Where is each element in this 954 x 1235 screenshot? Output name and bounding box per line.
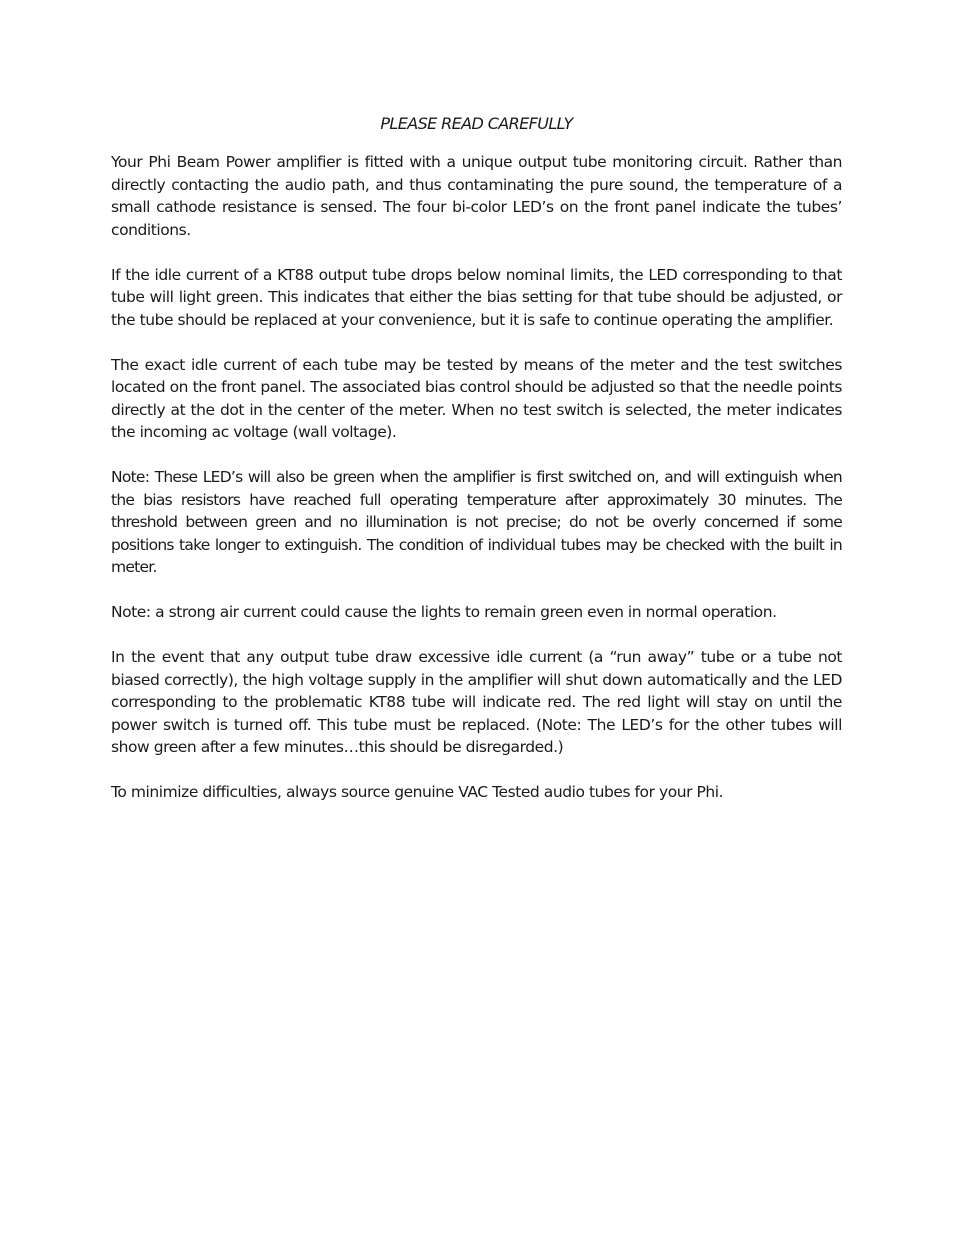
paragraph-idle-current-green: If the idle current of a KT88 output tube drops below nominal limits, the LED corresponding to that tube will light green. This indicates that either the bias setting for that tube should be adjusted, or the tube should be replaced at your convenience, but it is safe to continue operating the amplifier. [111,265,842,329]
paragraph-note-warmup: Note: These LED’s will also be green when the amplifier is first switched on, and will extinguish when the bias resistors have reached full operating temperature after approximately 30 minutes. The threshold between green and no illumination is not precise; do not be overly concerned if some positions take longer to extinguish. The condition of individual tubes may be checked with the built in meter. [111,468,842,576]
paragraph-recommendation: To minimize difficulties, always source genuine VAC Tested audio tubes for your Phi. [111,783,724,801]
paragraph-note-air-current: Note: a strong air current could cause the lights to remain green even in normal operation. [111,603,777,621]
paragraph-meter-test: The exact idle current of each tube may be tested by means of the meter and the test switches located on the front panel. The associated bias control should be adjusted so that the needle points directly at the dot in the center of the meter. When no test switch is selected, the meter indicates the incoming ac voltage (wall voltage). [111,355,842,441]
paragraph-monitoring-circuit: Your Phi Beam Power amplifier is fitted with a unique output tube monitoring circuit. Rather than directly contacting the audio path, and thus contaminating the pure sound, the temperature of a small cathode resistance is sensed. The four bi-color LED’s on the front panel indicate the tubes’ conditions. [111,153,842,239]
paragraph-runaway-tube: In the event that any output tube draw excessive idle current (a “run away” tube or a tube not biased correctly), the high voltage supply in the amplifier will shut down automatically and the LED corresponding to the problematic KT88 tube will indicate red. The red light will stay on until the power switch is turned off. This tube must be replaced. (Note: The LED’s for the other tubes will show green after a few minutes…this should be disregarded.) [111,648,842,756]
document-title: PLEASE READ CAREFULLY [380,114,573,133]
document-page [111,113,842,826]
